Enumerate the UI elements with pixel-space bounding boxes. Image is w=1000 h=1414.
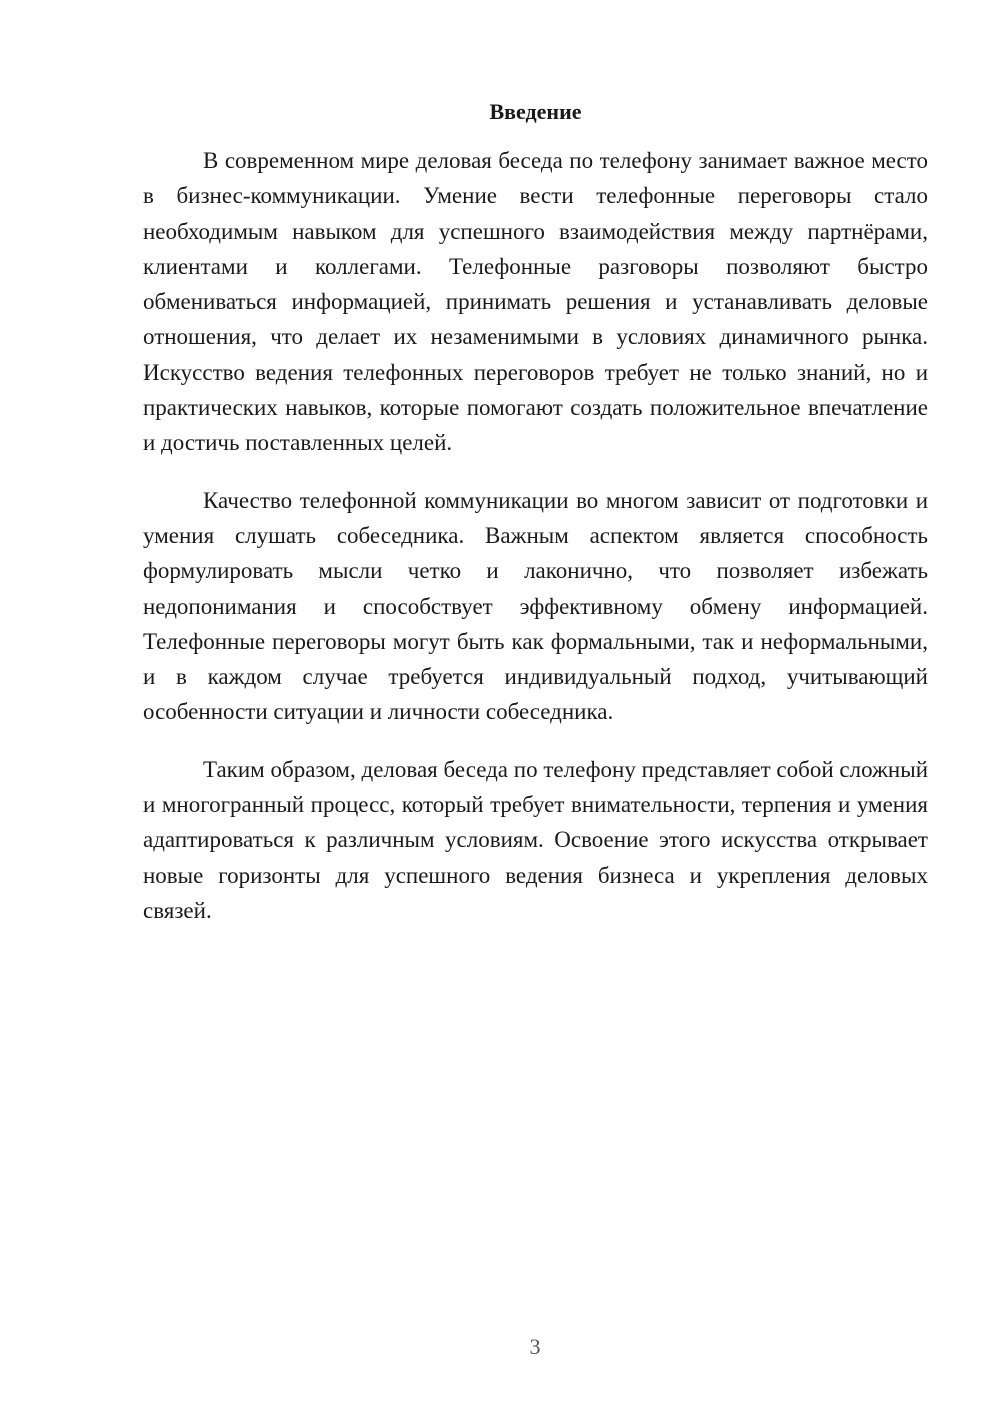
page-number: 3 [529, 1334, 541, 1359]
document-body [143, 143, 928, 950]
paragraph-1: В современном мире деловая беседа по телефону занимает важное место в бизнес-коммуникации. Умение вести телефонные переговоры стало необходимым навыком для успешного взаимодействия между партнёрами, клиентами и коллегами. Телефонные разговоры позволяют быстро обмениваться информацией, принимать решения и устанавливать деловые отношения, что делает их незаменимыми в условиях динамичного рынка. Искусство ведения телефонных переговоров требует не только знаний, но и практических навыков, которые помогают создать положительное впечатление и достичь поставленных целей. [143, 148, 928, 456]
page-title: Введение [489, 99, 582, 124]
paragraph-3: Таким образом, деловая беседа по телефону представляет собой сложный и многогранный процесс, который требует внимательности, терпения и умения адаптироваться к различным условиям. Освоение этого искусства открывает новые горизонты для успешного ведения бизнеса и укрепления деловых связей. [143, 756, 928, 923]
paragraph-2: Качество телефонной коммуникации во многом зависит от подготовки и умения слушать собеседника. Важным аспектом является способность формулировать мысли четко и лаконично, что позволяет избежать недопонимания и способствует эффективному обмену информацией. Телефонные переговоры могут быть как формальными, так и неформальными, и в каждом случае требуется индивидуальный подход, учитывающий особенности ситуации и личности собеседника. [143, 487, 928, 725]
